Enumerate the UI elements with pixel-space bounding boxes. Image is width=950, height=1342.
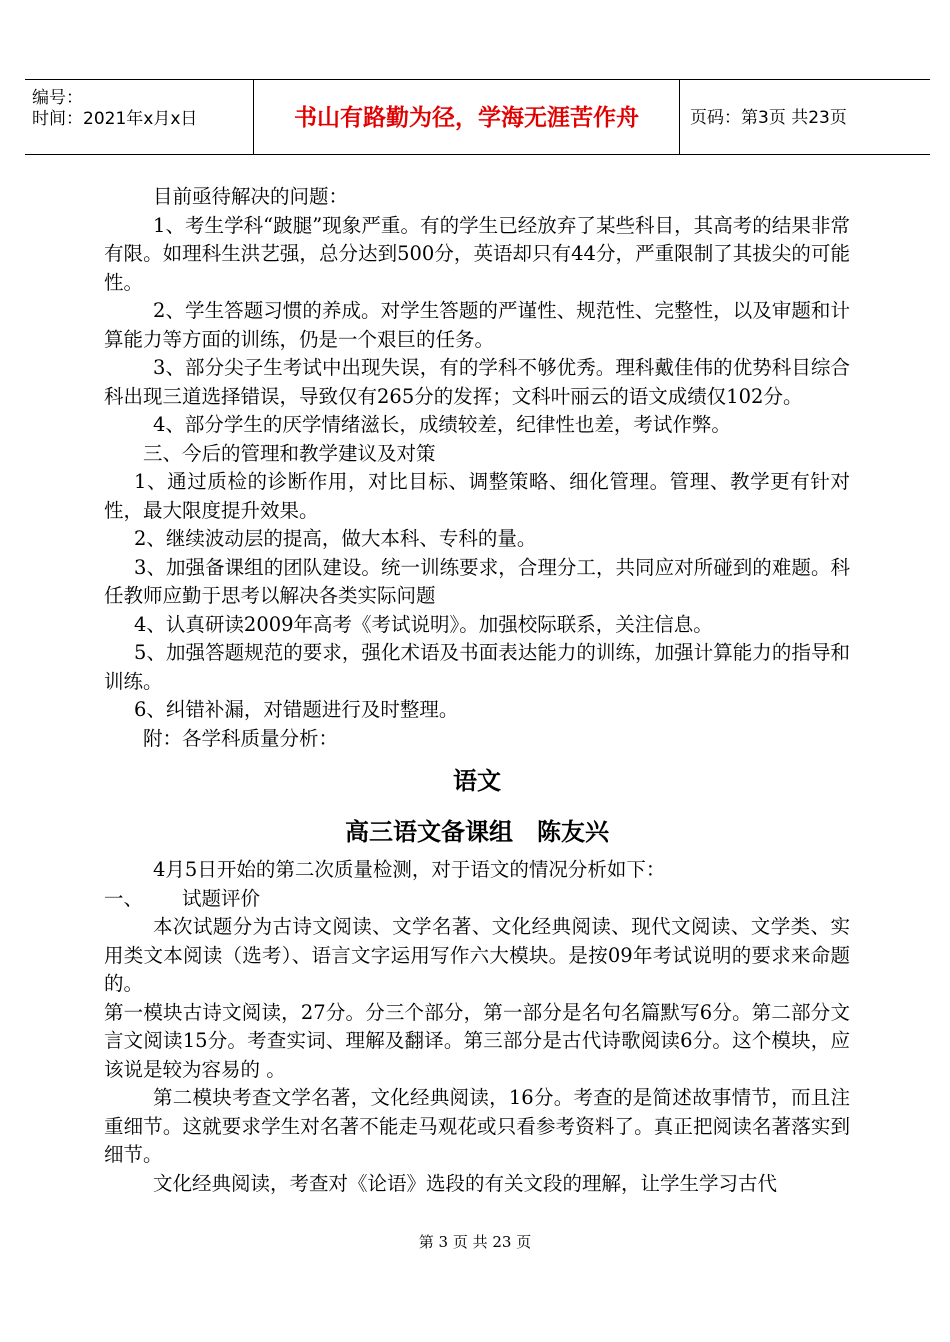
document-header bbox=[25, 79, 930, 155]
section-heading: 三、今后的管理和教学建议及对策 bbox=[143, 441, 436, 465]
paragraph: 1、通过质检的诊断作用，对比目标、调整策略、细化管理。管理、教学更有针对性，最大限度提升效果。 bbox=[104, 470, 850, 522]
header-page-info: 页码：第3页 共23页 bbox=[690, 108, 847, 128]
document-body bbox=[104, 183, 850, 1198]
date-label: 时间：2021年x月x日 bbox=[32, 109, 198, 129]
section-subtitle: 高三语文备课组 陈友兴 bbox=[345, 817, 609, 846]
paragraph: 2、学生答题习惯的养成。对学生答题的严谨性、规范性、完整性，以及审题和计算能力等方面的训练，仍是一个艰巨的任务。 bbox=[104, 299, 850, 351]
paragraph: 2、继续波动层的提高，做大本科、专科的量。 bbox=[134, 527, 537, 550]
paragraph: 3、加强备课组的团队建设。统一训练要求，合理分工，共同应对所碰到的难题。科任教师应勤于思考以解决各类实际问题 bbox=[104, 555, 850, 607]
paragraph: 4、部分学生的厌学情绪滋长，成绩较差，纪律性也差，考试作弊。 bbox=[153, 413, 731, 436]
paragraph: 4月5日开始的第二次质量检测，对于语文的情况分析如下： bbox=[153, 858, 666, 881]
list-marker: 一、 bbox=[104, 886, 144, 910]
paragraph: 3、部分尖子生考试中出现失误，有的学科不够优秀。理科戴佳伟的优势科目综合科出现三道选择错误，导致仅有265分的发挥；文科叶丽云的语文成绩仅102分。 bbox=[104, 356, 850, 408]
paragraph: 文化经典阅读，考查对《论语》选段的有关文段的理解，让学生学习古代 bbox=[153, 1171, 778, 1195]
appendix-label: 附：各学科质量分析： bbox=[143, 726, 339, 750]
serial-label: 编号： bbox=[32, 88, 83, 108]
paragraph: 本次试题分为古诗文阅读、文学名著、文化经典阅读、现代文阅读、文学类、实用类文本阅读（选考）、语言文字运用写作六大模块。是按09年考试说明的要求来命题的。 bbox=[104, 915, 850, 995]
paragraph: 1、考生学科“跛腿”现象严重。有的学生已经放弃了某些科目，其高考的结果非常有限。如理科生洪艺强，总分达到500分，英语却只有44分，严重限制了其拔尖的可能性。 bbox=[104, 213, 850, 294]
paragraph: 5、加强答题规范的要求，强化术语及书面表达能力的训练，加强计算能力的指导和训练。 bbox=[104, 641, 850, 693]
header-meta-cell bbox=[25, 80, 254, 154]
list-heading-text: 试题评价 bbox=[182, 886, 261, 910]
section-title: 语文 bbox=[453, 767, 501, 795]
paragraph: 4、认真研读2009年高考《考试说明》。加强校际联系，关注信息。 bbox=[134, 612, 713, 636]
paragraph: 目前亟待解决的问题： bbox=[153, 185, 349, 208]
page-footer: 第 3 页 共 23 页 bbox=[418, 1233, 532, 1251]
paragraph: 第一模块古诗文阅读，27分。分三个部分，第一部分是名句名篇默写6分。第二部分文言文阅读15分。考查实词、理解及翻译。第三部分是古代诗歌阅读6分。这个模块，应该说是较为容易的 。 bbox=[104, 1000, 850, 1081]
list-heading bbox=[104, 885, 850, 914]
paragraph: 第二模块考查文学名著，文化经典阅读，16分。考查的是简述故事情节，而且注重细节。这就要求学生对名著不能走马观花或只看参考资料了。真正把阅读名著落实到细节。 bbox=[104, 1086, 850, 1166]
paragraph: 6、纠错补漏，对错题进行及时整理。 bbox=[134, 698, 459, 721]
header-motto: 书山有路勤为径，学海无涯苦作舟 bbox=[254, 80, 680, 154]
